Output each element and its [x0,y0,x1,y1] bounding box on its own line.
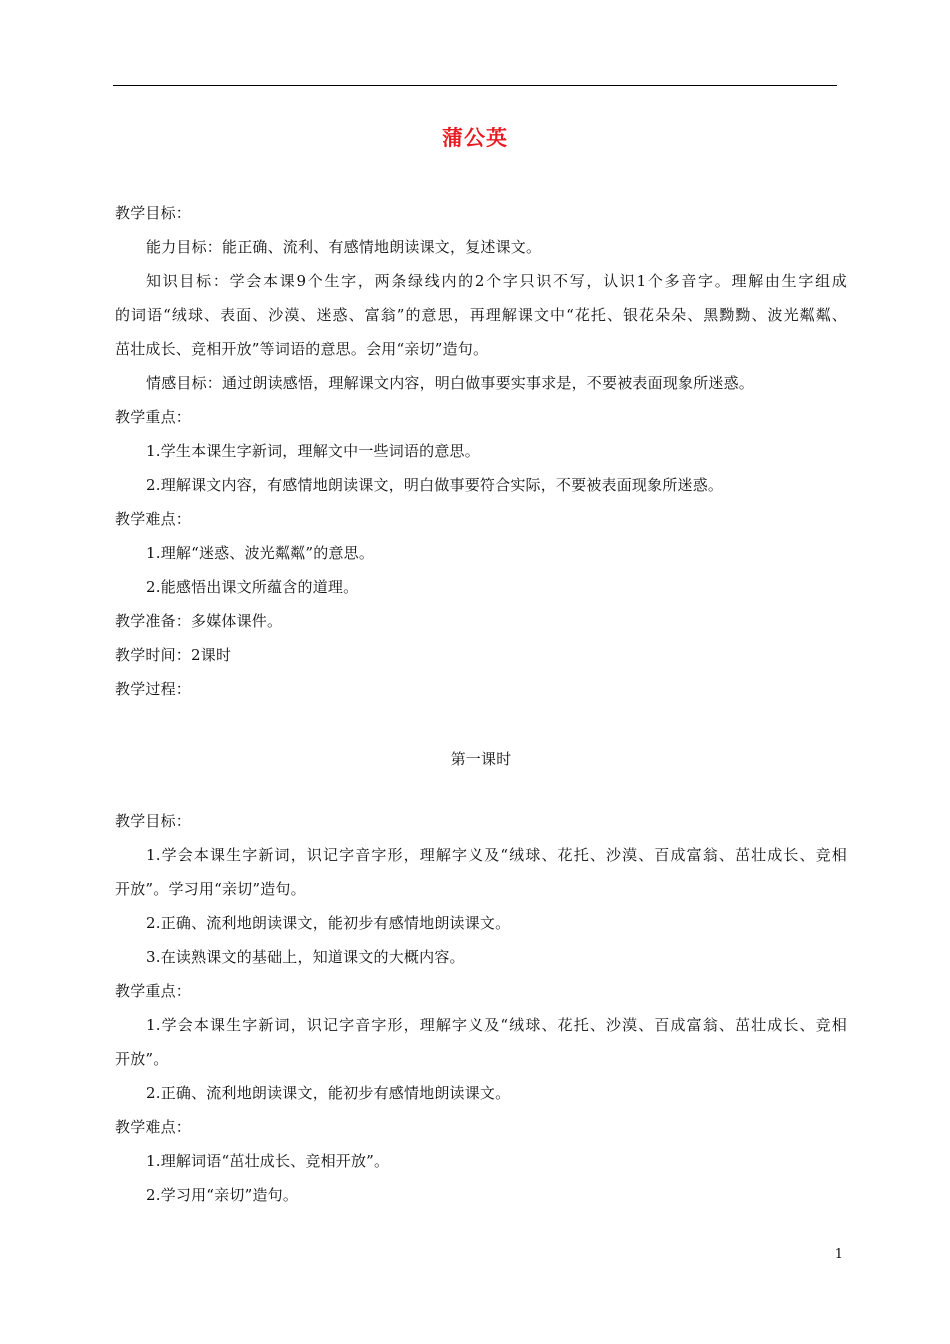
process-heading: 教学过程： [115,680,192,698]
lesson-difficulties-heading: 教学难点： [115,1118,192,1136]
difficulty-item: 1.理解“迷惑、波光粼粼”的意思。 [146,544,375,562]
lesson-objective-line: 开放”。学习用“亲切”造句。 [115,880,306,898]
key-points-heading: 教学重点： [115,408,192,426]
knowledge-goal-line: 知识目标：学会本课9个生字，两条绿线内的2个字只识不写，认识1个多音字。理解由生字组成 [146,272,847,290]
spacer [115,706,847,742]
lesson-objective-line: 1.学会本课生字新词，识记字音字形，理解字义及“绒球、花托、沙漠、百成富翁、茁壮成长、竞相 [146,846,847,864]
lesson-one-heading: 第一课时 [450,750,512,768]
knowledge-goal-line: 茁壮成长、竞相开放”等词语的意思。会用“亲切”造句。 [115,340,489,358]
knowledge-goal-line: 的词语“绒球、表面、沙漠、迷惑、富翁”的意思，再理解课文中“花托、银花朵朵、黑黝黝、波光粼粼、 [115,306,847,324]
lesson-difficulty-item: 1.理解词语“茁壮成长、竞相开放”。 [146,1152,390,1170]
page-number: 1 [834,1247,843,1262]
key-point-item: 2.理解课文内容，有感情地朗读课文，明白做事要符合实际，不要被表面现象所迷惑。 [146,476,724,494]
lesson-objectives-heading: 教学目标： [115,812,192,830]
lesson-key-point-item: 2.正确、流利地朗读课文，能初步有感情地朗读课文。 [146,1084,511,1102]
key-point-item: 1.学生本课生字新词，理解文中一些词语的意思。 [146,442,480,460]
lesson-objective-item: 3.在读熟课文的基础上，知道课文的大概内容。 [146,948,465,966]
document-body [115,196,847,1212]
emotion-goal: 情感目标：通过朗读感悟，理解课文内容，明白做事要实事求是，不要被表面现象所迷惑。 [146,374,755,392]
lesson-key-points-heading: 教学重点： [115,982,192,1000]
lesson-key-point-line: 1.学会本课生字新词，识记字音字形，理解字义及“绒球、花托、沙漠、百成富翁、茁壮成长、竞相 [146,1016,847,1034]
lesson-objective-item: 2.正确、流利地朗读课文，能初步有感情地朗读课文。 [146,914,511,932]
objectives-heading: 教学目标： [115,204,192,222]
time-line: 教学时间：2课时 [115,646,232,664]
document-title: 蒲公英 [442,126,508,150]
spacer [115,776,847,804]
ability-goal: 能力目标：能正确、流利、有感情地朗读课文，复述课文。 [146,238,542,256]
header-rule [113,85,837,86]
difficulty-item: 2.能感悟出课文所蕴含的道理。 [146,578,359,596]
lesson-difficulty-item: 2.学习用“亲切”造句。 [146,1186,299,1204]
difficulties-heading: 教学难点： [115,510,192,528]
preparation-line: 教学准备：多媒体课件。 [115,612,283,630]
lesson-key-point-line: 开放”。 [115,1050,169,1068]
